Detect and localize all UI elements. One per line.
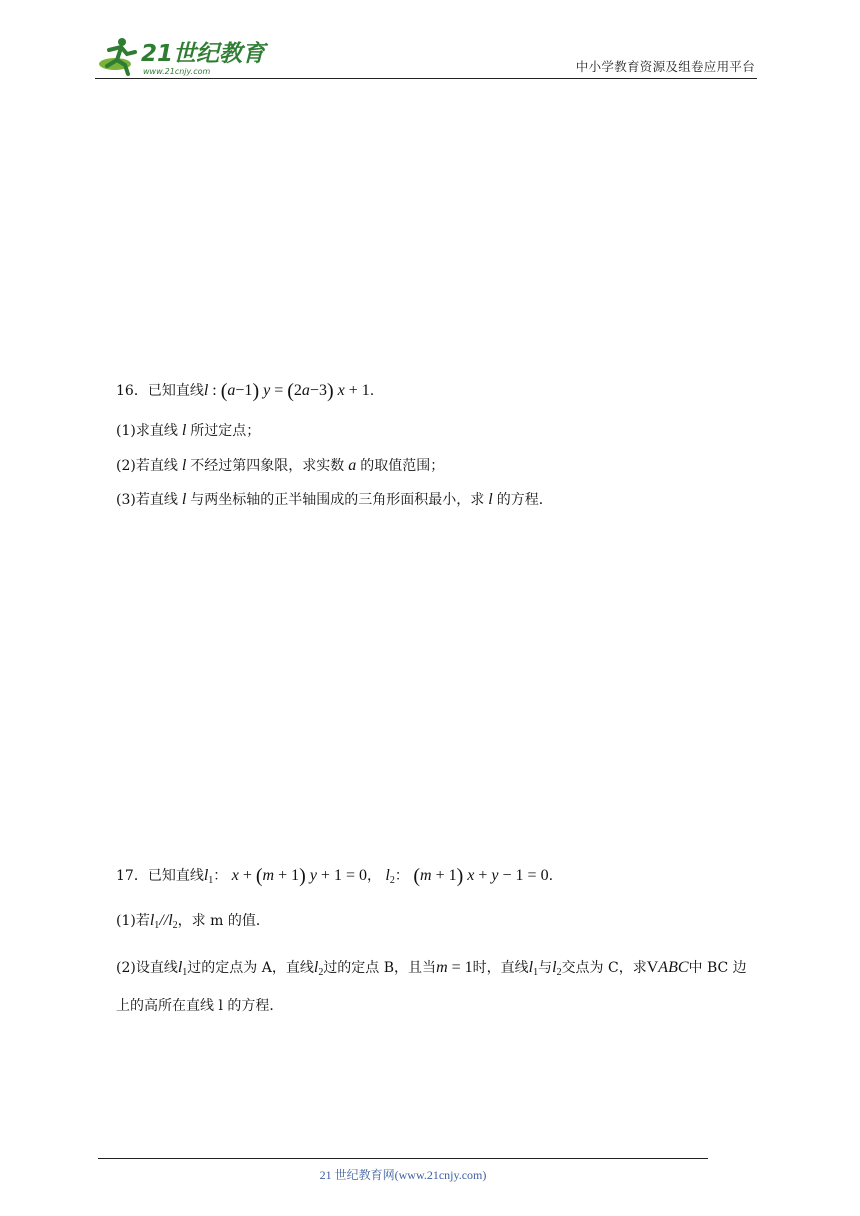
q16-part2: (2)若直线 l 不经过第四象限，求实数 a 的取值范围；: [116, 457, 445, 474]
q17-number: 17．: [116, 868, 148, 884]
q17-stem: 17．已知直线$l_1$： x + (m + 1) y + 1 = 0， $l_2$： (m + 1) x + y − 1 = 0.: [116, 865, 554, 887]
site-logo: [95, 34, 285, 78]
page-header: [95, 32, 757, 79]
q16-number: 16．: [116, 383, 148, 399]
q17-part1: (1)若$l_1//l_2$，求 m 的值．: [116, 912, 270, 931]
q16-stem: 16．已知直线l : (a−1) y = (2a−3) x + 1.: [116, 380, 375, 402]
svg-text:21世纪教育: 21世纪教育: [141, 41, 266, 67]
platform-name: 中小学教育资源及组卷应用平台: [575, 59, 755, 74]
footer-link[interactable]: 21 世纪教育网(www.21cnjy.com): [319, 1168, 487, 1182]
q17-part2: (2)设直线$l_1$过的定点为 A，直线$l_2$过的定点 B，且当m = 1时，直线$l_1$与$l_2$交点为 C，求VABC中 BC 边: [116, 959, 747, 978]
svg-text:www.21cnjy.com: www.21cnjy.com: [143, 67, 211, 76]
q16-part1: (1)求直线 l 所过定点；: [116, 422, 261, 439]
q17-part2-line2: 上的高所在直线 l 的方程．: [116, 998, 284, 1014]
q16-part3: (3)若直线 l 与两坐标轴的正半轴围成的三角形面积最小，求 l 的方程．: [116, 491, 553, 508]
footer-divider: [98, 1158, 708, 1159]
